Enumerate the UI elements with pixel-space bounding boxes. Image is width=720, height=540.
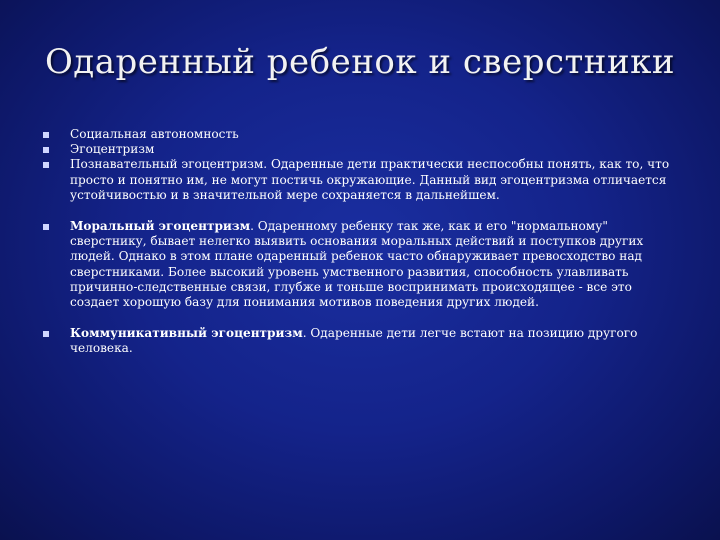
bullet-text: Социальная автономность — [70, 127, 239, 141]
square-bullet-icon — [43, 147, 49, 153]
bullet-text: . Одаренному ребенку так же, как и его "нормальному" сверстнику, бывает нелегко выявить основания моральных действий и поступков других людей. Однако в этом плане одаренный ребенок часто обнаруживает превосходство над сверстниками. Более высокий уровень умственного развития, способность улавливать причинно-следственные связи, глубже и тоньше воспринимать происходящее - все это создает хорошую базу для понимания мотивов поведения других людей. — [70, 219, 644, 310]
bullet-text: . Одаренные дети легче встают на позицию другого человека. — [70, 326, 638, 356]
bullet-item-social-autonomy — [40, 127, 680, 142]
square-bullet-icon — [43, 132, 49, 138]
bullet-text: Познавательный эгоцентризм. Одаренные дети практически неспособны понять, как то, что просто и понятно им, не могут постичь окружающие. Данный вид эгоцентризма отличается устойчивостью и в значительной мере сохраняется в дальнейшем. — [70, 157, 670, 202]
square-bullet-icon — [43, 162, 49, 168]
square-bullet-icon — [43, 331, 49, 337]
bullet-text: Эгоцентризм — [70, 142, 155, 157]
square-bullet-icon — [43, 224, 49, 230]
bullet-lead: Моральный эгоцентризм — [70, 219, 251, 234]
bullet-item-moral-egocentrism — [40, 219, 680, 310]
slide-title: Одаренный ребенок и сверстники — [44, 42, 676, 82]
bullet-list — [40, 127, 680, 357]
bullet-item-egocentrism — [40, 142, 680, 157]
bullet-lead: Коммуникативный эгоцентризм — [70, 326, 303, 341]
bullet-item-communicative-egocentrism — [40, 326, 680, 356]
bullet-item-cognitive-egocentrism — [40, 157, 680, 203]
